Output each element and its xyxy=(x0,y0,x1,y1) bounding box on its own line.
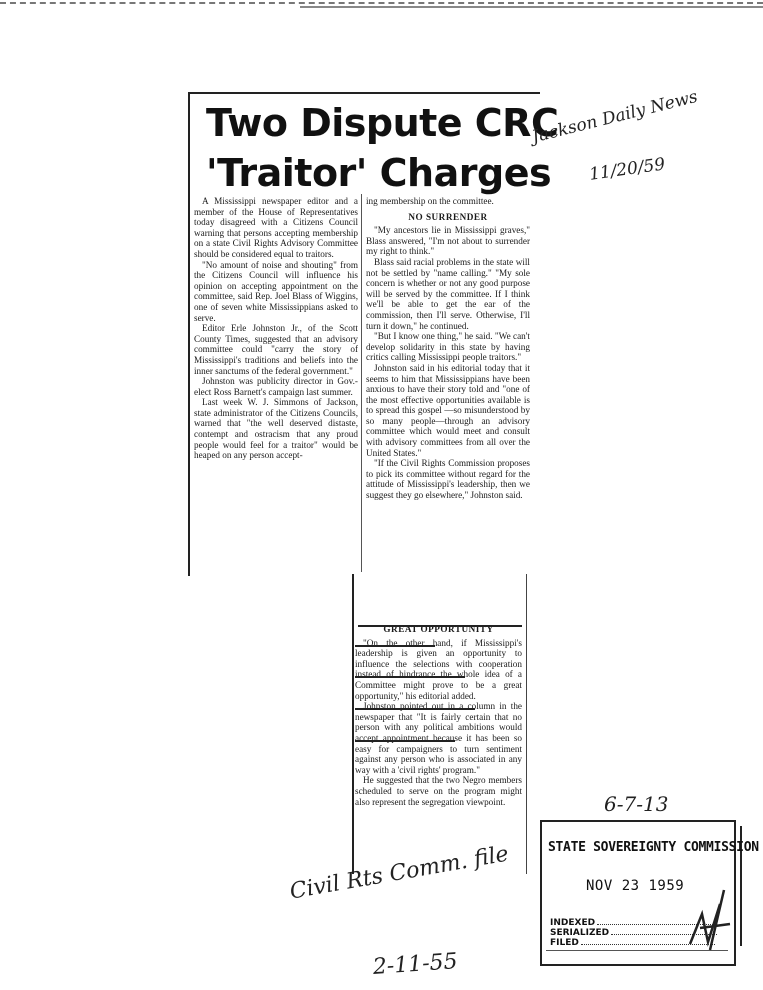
pen-underline xyxy=(355,676,465,678)
pen-underline xyxy=(355,645,435,647)
stamp-label: INDEXED xyxy=(550,918,596,928)
paragraph: "On the other hand, if Mississippi's leadership is given an opportunity to influence the selections with cooperation instead of hindrance the whole idea of a Committee might prove to be a great opportunity," his editorial added. xyxy=(355,637,522,701)
paragraph: "If the Civil Rights Commission proposes to pick its committee without regard for the attitude of Mississippi's leadership, then we suggest they go elsewhere," Johnston said. xyxy=(366,458,530,501)
paragraph: A Mississippi newspaper editor and a member of the House of Representatives today disagreed with a Citizens Council warning that persons accepting membership on a state Civil Rights Advisory Committee should be considered equal to traitors. xyxy=(194,196,358,259)
paragraph: He suggested that the two Negro members scheduled to serve on the program might also represent the segregation viewpoint. xyxy=(355,775,522,807)
paragraph: Johnston said in his editorial today that it seems to him that Mississippians have been anxious to have their story told and "one of the most effective opportunities available is to spread this gospel —so misunderstood by so many people—through an advisory committee which would meet and consult with advisory committees from all over the United States." xyxy=(366,362,530,458)
handwritten-source: Jackson Daily News xyxy=(530,86,700,148)
headline-line-1: Two Dispute CRC xyxy=(206,101,559,145)
paragraph: Last week W. J. Simmons of Jackson, state administrator of the Citizens Councils, warned that "the well deserved distaste, contempt and ostracism that any proud people would feel for a traitor" would be heaped on any person accept- xyxy=(194,397,358,461)
stamp-title: STATE SOVEREIGNTY COMMISSION xyxy=(548,840,759,855)
handwritten-date: 11/20/59 xyxy=(588,154,667,185)
article-continued-column xyxy=(355,584,522,872)
handwritten-file-number: 2-11-55 xyxy=(372,949,459,980)
scan-top-edge xyxy=(0,2,763,4)
subhead-great-opportunity: GREAT OPPORTUNITY xyxy=(383,624,494,634)
handwritten-stamp-number: 6-7-13 xyxy=(604,792,669,816)
paragraph: "My ancestors lie in Mississippi graves," Blass answered, "I'm not about to surrender my right to think." xyxy=(366,225,530,257)
stamp-date: NOV 23 1959 xyxy=(586,878,685,894)
paragraph: "No amount of noise and shouting" from the Citizens Council will influence his opinion on accepting appointment on the committee, said Rep. Joel Blass of Wiggins, one of seven white Mississippians asked to serve. xyxy=(194,259,358,323)
handwritten-file-note: Civil Rts Comm. file xyxy=(288,841,511,905)
paragraph: Johnston was publicity director in Gov.-elect Ross Barnett's campaign last summer. xyxy=(194,376,358,397)
paragraph: Johnston pointed out in a column in the newspaper that "It is fairly certain that no person with any political ambitions would accept appointment because it has been so easy for campaigners to turn sentiment against any person who is associated in any way with a 'civil rights' program." xyxy=(355,701,522,775)
article-right-column xyxy=(366,196,530,582)
paragraph: ing membership on the committee. xyxy=(366,196,494,206)
article-left-column xyxy=(194,196,358,568)
stamp-label: SERIALIZED xyxy=(550,928,610,938)
paragraph: "But I know one thing," he said. "We can't develop solidarity in this state by having critics calling Mississippi people traitors." xyxy=(366,331,530,363)
pen-underline xyxy=(355,708,475,710)
headline-line-2: 'Traitor' Charges xyxy=(206,151,552,195)
paragraph: Blass said racial problems in the state will not be settled by "name calling." "My sole concern is whether or not any good purpose will be served by the committee. If I think we'll be able to get the ear of the commission, then I'll serve. Otherwise, I'll turn it down," he continued. xyxy=(366,256,530,331)
commission-stamp xyxy=(540,820,759,966)
pen-underline xyxy=(355,740,455,742)
scan-top-rule xyxy=(300,6,763,8)
column-divider xyxy=(361,194,362,572)
pen-underline xyxy=(358,625,522,627)
paragraph: Editor Erle Johnston Jr., of the Scott County Times, suggested that an advisory committee could "carry the story of Mississippi's traditions and beliefs into the inner sanctums of the federal government." xyxy=(194,323,358,376)
headline xyxy=(206,98,559,198)
signature-mark xyxy=(680,884,740,954)
stamp-label: FILED xyxy=(550,938,579,948)
subhead-no-surrender: NO SURRENDER xyxy=(408,211,488,222)
